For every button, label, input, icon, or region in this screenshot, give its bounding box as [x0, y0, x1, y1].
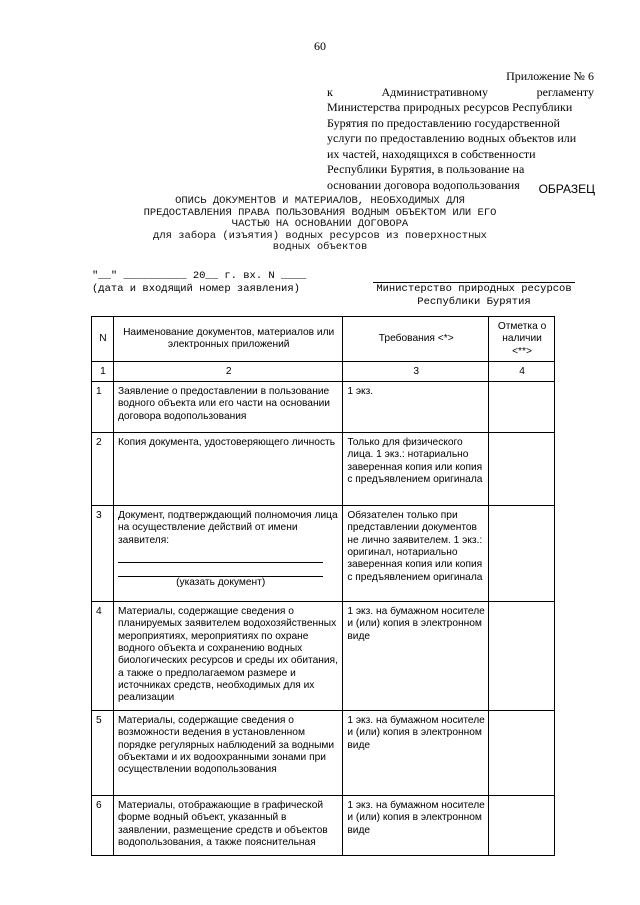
- row-name: Документ, подтверждающий полномочия лица на осуществление действий от имени заявителя:: [117, 510, 338, 546]
- registration-caption: (дата и входящий номер заявления): [92, 283, 300, 295]
- appendix-line: услуги по предоставлению водных объектов или: [327, 131, 577, 145]
- row-mark[interactable]: [489, 433, 555, 506]
- appendix-line: Республики Бурятия, в пользование на: [327, 162, 525, 176]
- appendix-word: регламенту: [536, 84, 594, 99]
- column-number: 1: [92, 361, 114, 381]
- row-name-cell: [113, 506, 342, 602]
- row-requirement: 1 экз.: [343, 382, 489, 433]
- column-number-row: [92, 361, 555, 381]
- row-mark[interactable]: [489, 382, 555, 433]
- row-number: 1: [92, 382, 114, 433]
- row-requirement: Обязателен только при представлении документов не лично заявителем. 1 экз.: оригинал, нотариально заверенная копия или копия с предъявлением оригинала: [343, 506, 489, 602]
- table-row: [92, 382, 555, 433]
- table-row: [92, 796, 555, 856]
- fill-line: [118, 565, 323, 577]
- row-number: 3: [92, 506, 114, 602]
- appendix-title: Приложение № 6: [506, 69, 594, 83]
- fill-line: [118, 551, 323, 563]
- row-name: Материалы, отображающие в графической форме водный объект, указанный в заявлении, размещение средств и объектов водопользования, а также пояснительная: [113, 796, 342, 856]
- table-row: [92, 711, 555, 796]
- row-number: 4: [92, 602, 114, 711]
- title-line: ПРЕДОСТАВЛЕНИЯ ПРАВА ПОЛЬЗОВАНИЯ ВОДНЫМ ОБЪЕКТОМ ИЛИ ЕГО: [143, 206, 497, 219]
- table-header-row: [92, 317, 555, 362]
- title-line: для забора (изъятия) водных ресурсов из поверхностных: [153, 229, 487, 242]
- row-number: 2: [92, 433, 114, 506]
- row-number: 5: [92, 711, 114, 796]
- appendix-line-1: [327, 85, 594, 101]
- row-requirement: 1 экз. на бумажном носителе и (или) копия в электронном виде: [343, 796, 489, 856]
- row-requirement: 1 экз. на бумажном носителе и (или) копия в электронном виде: [343, 711, 489, 796]
- row-mark[interactable]: [489, 602, 555, 711]
- sample-mark: ОБРАЗЕЦ: [538, 182, 595, 196]
- table-row: [92, 602, 555, 711]
- ministry-block: [373, 283, 575, 308]
- appendix-word: к: [327, 84, 333, 99]
- header-cell: Отметка о наличии <**>: [489, 317, 555, 362]
- appendix-line: Бурятия по предоставлению государственной: [327, 115, 560, 130]
- row-name: Копия документа, удостоверяющего личность: [113, 433, 342, 506]
- row-number: 6: [92, 796, 114, 856]
- row-requirement: 1 экз. на бумажном носителе и (или) копия в электронном виде: [343, 602, 489, 711]
- header-cell: Требования <*>: [343, 317, 489, 362]
- row-name: Материалы, содержащие сведения о возможности ведения в установленном порядке регулярных наблюдений за водными объектами и их водоохранными зонами при осуществлении водопользования: [113, 711, 342, 796]
- documents-table: [91, 316, 555, 856]
- row-name: Материалы, содержащие сведения о планируемых заявителем водохозяйственных мероприятиях, мероприятиях по охране водного объекта и сохранению водных биологических ресурсов и среды их обитания, а также о предполагаемом размере и источниках средств, необходимых для их реализации: [113, 602, 342, 711]
- title-line: водных объектов: [272, 241, 368, 254]
- appendix-header: [327, 69, 594, 193]
- page-number: 60: [314, 39, 326, 53]
- registration-line: "__" __________ 20__ г. вх. N ____: [92, 270, 307, 282]
- row-requirement: Только для физического лица. 1 экз.: нотариально заверенная копия или копия с предъявлением оригинала: [343, 433, 489, 506]
- row-mark[interactable]: [489, 711, 555, 796]
- table-row: [92, 506, 555, 602]
- title-line: ОПИСЬ ДОКУМЕНТОВ И МАТЕРИАЛОВ, НЕОБХОДИМЫХ ДЛЯ: [175, 195, 465, 207]
- appendix-line: основании договора водопользования: [327, 177, 520, 192]
- row-name: Заявление о предоставлении в пользование водного объекта или его части на основании договора водопользования: [113, 382, 342, 433]
- title-line: ЧАСТЬЮ НА ОСНОВАНИИ ДОГОВОРА: [231, 218, 409, 231]
- document-title: [0, 196, 640, 254]
- appendix-line: Министерства природных ресурсов Республики: [327, 100, 573, 114]
- appendix-line: их частей, находящихся в собственности: [327, 146, 536, 161]
- column-number: 3: [343, 361, 489, 381]
- header-cell: Наименование документов, материалов или электронных приложений: [113, 317, 342, 362]
- table-row: [92, 433, 555, 506]
- fill-caption: (указать документ): [176, 577, 266, 589]
- row-mark[interactable]: [489, 796, 555, 856]
- column-number: 2: [113, 361, 342, 381]
- ministry-line: Министерство природных ресурсов: [376, 283, 572, 295]
- appendix-word: Административному: [381, 84, 488, 99]
- header-cell: N: [92, 317, 114, 362]
- row-mark[interactable]: [489, 506, 555, 602]
- ministry-line: Республики Бурятия: [417, 295, 531, 308]
- column-number: 4: [489, 361, 555, 381]
